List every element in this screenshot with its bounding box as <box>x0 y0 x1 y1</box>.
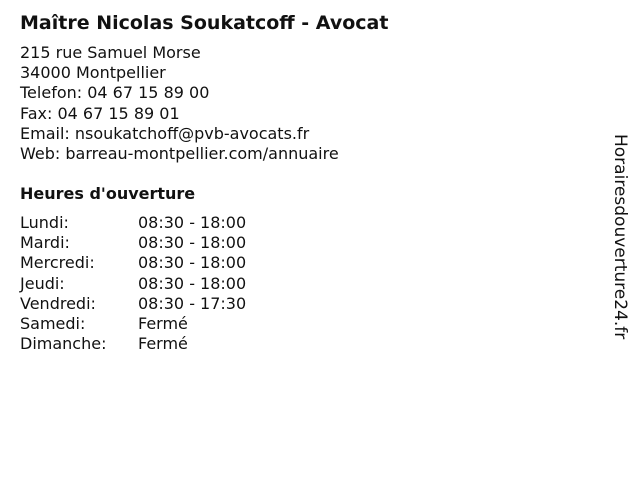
phone-text: Telefon: 04 67 15 89 00 <box>20 83 210 103</box>
day-label: Jeudi: <box>20 273 65 293</box>
business-name: Maître Nicolas Soukatcoff - Avocat <box>20 12 389 34</box>
time-range: 08:30 - 18:00 <box>138 253 247 273</box>
fax-text: Fax: 04 67 15 89 01 <box>20 103 180 123</box>
day-label: Mercredi: <box>20 253 95 273</box>
day-label: Vendredi: <box>20 293 96 313</box>
day-label: Lundi: <box>20 213 69 232</box>
time-range: 08:30 - 17:30 <box>138 293 247 313</box>
address-city: 34000 Montpellier <box>20 63 166 83</box>
site-watermark: Horairesdouverture24.fr <box>610 134 630 340</box>
time-range: 08:30 - 18:00 <box>138 273 247 293</box>
time-range: 08:30 - 18:00 <box>138 213 247 232</box>
website-text: Web: barreau-montpellier.com/annuaire <box>20 144 339 164</box>
time-range: Fermé <box>138 334 188 354</box>
opening-hours-heading: Heures d'ouverture <box>20 184 196 203</box>
day-label: Mardi: <box>20 233 70 253</box>
day-label: Dimanche: <box>20 334 107 354</box>
day-label: Samedi: <box>20 313 86 333</box>
time-range: 08:30 - 18:00 <box>138 233 247 253</box>
contact-block <box>20 43 339 164</box>
time-range: Fermé <box>138 313 188 333</box>
address-street: 215 rue Samuel Morse <box>20 43 201 62</box>
email-text: Email: nsoukatchoff@pvb-avocats.fr <box>20 123 310 143</box>
